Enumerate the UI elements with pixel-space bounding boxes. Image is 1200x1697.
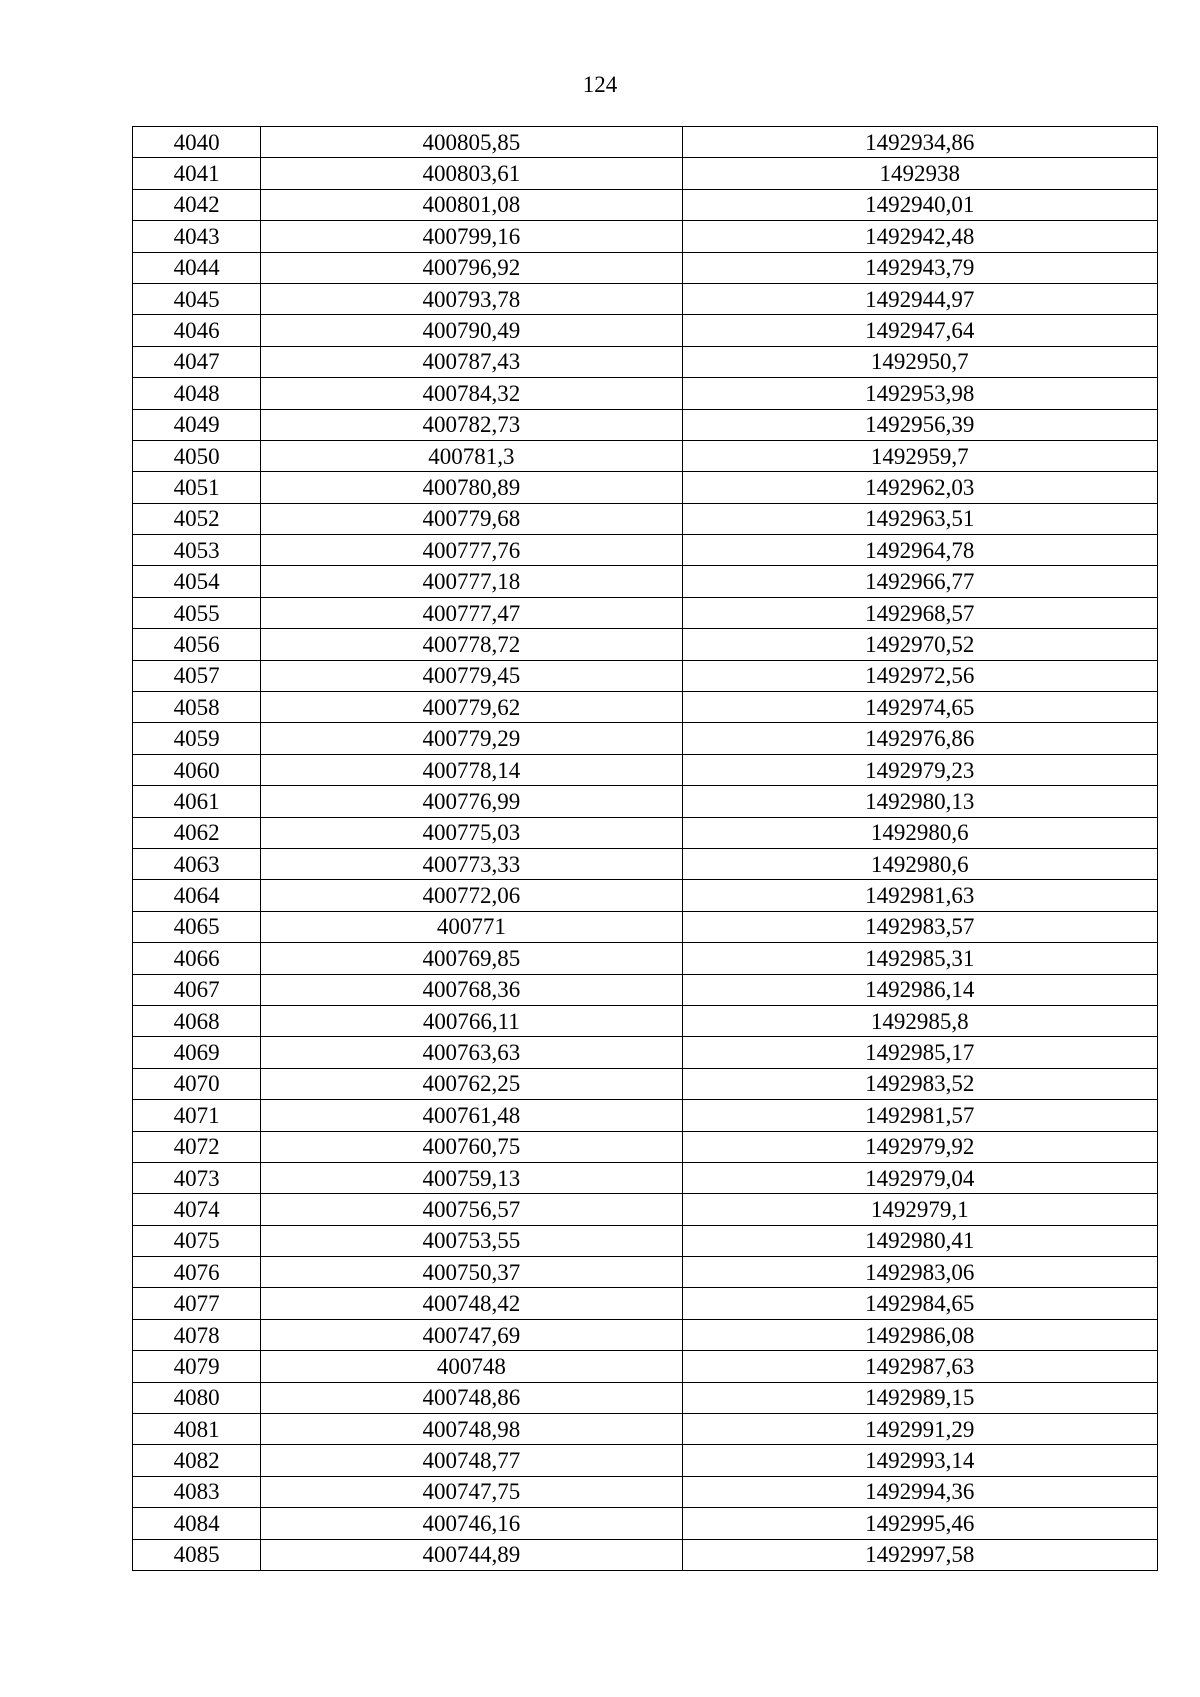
y-coordinate-cell: 1492980,6 <box>682 817 1157 848</box>
table-body <box>133 127 1158 1571</box>
x-coordinate-cell: 400805,85 <box>261 127 682 158</box>
x-coordinate-cell: 400748,42 <box>261 1288 682 1319</box>
point-number-cell: 4061 <box>133 786 261 817</box>
x-coordinate-cell: 400779,68 <box>261 503 682 534</box>
table-row <box>133 911 1158 942</box>
y-coordinate-cell: 1492986,14 <box>682 974 1157 1005</box>
x-coordinate-cell: 400803,61 <box>261 158 682 189</box>
point-number-cell: 4046 <box>133 315 261 346</box>
y-coordinate-cell: 1492947,64 <box>682 315 1157 346</box>
table-row <box>133 221 1158 252</box>
x-coordinate-cell: 400778,14 <box>261 754 682 785</box>
table-row <box>133 283 1158 314</box>
y-coordinate-cell: 1492953,98 <box>682 378 1157 409</box>
x-coordinate-cell: 400747,69 <box>261 1319 682 1350</box>
coordinates-table <box>132 126 1158 1571</box>
point-number-cell: 4055 <box>133 597 261 628</box>
table-row <box>133 1005 1158 1036</box>
y-coordinate-cell: 1492985,17 <box>682 1037 1157 1068</box>
table-row <box>133 1476 1158 1507</box>
point-number-cell: 4043 <box>133 221 261 252</box>
y-coordinate-cell: 1492981,57 <box>682 1100 1157 1131</box>
point-number-cell: 4078 <box>133 1319 261 1350</box>
point-number-cell: 4071 <box>133 1100 261 1131</box>
x-coordinate-cell: 400766,11 <box>261 1005 682 1036</box>
table-row <box>133 848 1158 879</box>
table-row <box>133 1414 1158 1445</box>
x-coordinate-cell: 400756,57 <box>261 1194 682 1225</box>
y-coordinate-cell: 1492993,14 <box>682 1445 1157 1476</box>
y-coordinate-cell: 1492966,77 <box>682 566 1157 597</box>
y-coordinate-cell: 1492934,86 <box>682 127 1157 158</box>
y-coordinate-cell: 1492995,46 <box>682 1508 1157 1539</box>
point-number-cell: 4057 <box>133 660 261 691</box>
point-number-cell: 4042 <box>133 189 261 220</box>
y-coordinate-cell: 1492942,48 <box>682 221 1157 252</box>
point-number-cell: 4081 <box>133 1414 261 1445</box>
y-coordinate-cell: 1492979,1 <box>682 1194 1157 1225</box>
point-number-cell: 4041 <box>133 158 261 189</box>
table-row <box>133 503 1158 534</box>
point-number-cell: 4053 <box>133 535 261 566</box>
y-coordinate-cell: 1492980,6 <box>682 848 1157 879</box>
y-coordinate-cell: 1492950,7 <box>682 346 1157 377</box>
point-number-cell: 4049 <box>133 409 261 440</box>
table-row <box>133 158 1158 189</box>
point-number-cell: 4069 <box>133 1037 261 1068</box>
point-number-cell: 4077 <box>133 1288 261 1319</box>
x-coordinate-cell: 400784,32 <box>261 378 682 409</box>
y-coordinate-cell: 1492959,7 <box>682 440 1157 471</box>
point-number-cell: 4044 <box>133 252 261 283</box>
x-coordinate-cell: 400776,99 <box>261 786 682 817</box>
y-coordinate-cell: 1492983,57 <box>682 911 1157 942</box>
y-coordinate-cell: 1492979,92 <box>682 1131 1157 1162</box>
x-coordinate-cell: 400763,63 <box>261 1037 682 1068</box>
x-coordinate-cell: 400753,55 <box>261 1225 682 1256</box>
x-coordinate-cell: 400787,43 <box>261 346 682 377</box>
point-number-cell: 4065 <box>133 911 261 942</box>
y-coordinate-cell: 1492976,86 <box>682 723 1157 754</box>
table-row <box>133 127 1158 158</box>
table-row <box>133 974 1158 1005</box>
table-row <box>133 189 1158 220</box>
table-row <box>133 723 1158 754</box>
x-coordinate-cell: 400748,77 <box>261 1445 682 1476</box>
y-coordinate-cell: 1492991,29 <box>682 1414 1157 1445</box>
x-coordinate-cell: 400769,85 <box>261 943 682 974</box>
table-row <box>133 754 1158 785</box>
x-coordinate-cell: 400801,08 <box>261 189 682 220</box>
point-number-cell: 4063 <box>133 848 261 879</box>
point-number-cell: 4068 <box>133 1005 261 1036</box>
table-row <box>133 1162 1158 1193</box>
point-number-cell: 4072 <box>133 1131 261 1162</box>
y-coordinate-cell: 1492985,8 <box>682 1005 1157 1036</box>
x-coordinate-cell: 400779,62 <box>261 692 682 723</box>
y-coordinate-cell: 1492972,56 <box>682 660 1157 691</box>
y-coordinate-cell: 1492963,51 <box>682 503 1157 534</box>
point-number-cell: 4070 <box>133 1068 261 1099</box>
x-coordinate-cell: 400790,49 <box>261 315 682 346</box>
y-coordinate-cell: 1492989,15 <box>682 1382 1157 1413</box>
y-coordinate-cell: 1492980,13 <box>682 786 1157 817</box>
x-coordinate-cell: 400775,03 <box>261 817 682 848</box>
x-coordinate-cell: 400761,48 <box>261 1100 682 1131</box>
point-number-cell: 4084 <box>133 1508 261 1539</box>
point-number-cell: 4052 <box>133 503 261 534</box>
x-coordinate-cell: 400747,75 <box>261 1476 682 1507</box>
point-number-cell: 4083 <box>133 1476 261 1507</box>
point-number-cell: 4066 <box>133 943 261 974</box>
x-coordinate-cell: 400782,73 <box>261 409 682 440</box>
x-coordinate-cell: 400773,33 <box>261 848 682 879</box>
point-number-cell: 4076 <box>133 1257 261 1288</box>
x-coordinate-cell: 400772,06 <box>261 880 682 911</box>
x-coordinate-cell: 400799,16 <box>261 221 682 252</box>
y-coordinate-cell: 1492983,52 <box>682 1068 1157 1099</box>
y-coordinate-cell: 1492979,23 <box>682 754 1157 785</box>
point-number-cell: 4074 <box>133 1194 261 1225</box>
point-number-cell: 4085 <box>133 1539 261 1570</box>
x-coordinate-cell: 400793,78 <box>261 283 682 314</box>
x-coordinate-cell: 400750,37 <box>261 1257 682 1288</box>
table-row <box>133 1508 1158 1539</box>
table-row <box>133 660 1158 691</box>
x-coordinate-cell: 400771 <box>261 911 682 942</box>
point-number-cell: 4080 <box>133 1382 261 1413</box>
y-coordinate-cell: 1492940,01 <box>682 189 1157 220</box>
y-coordinate-cell: 1492994,36 <box>682 1476 1157 1507</box>
table-row <box>133 1257 1158 1288</box>
table-row <box>133 346 1158 377</box>
table-row <box>133 440 1158 471</box>
point-number-cell: 4064 <box>133 880 261 911</box>
x-coordinate-cell: 400781,3 <box>261 440 682 471</box>
y-coordinate-cell: 1492997,58 <box>682 1539 1157 1570</box>
y-coordinate-cell: 1492983,06 <box>682 1257 1157 1288</box>
y-coordinate-cell: 1492986,08 <box>682 1319 1157 1350</box>
table-row <box>133 629 1158 660</box>
point-number-cell: 4079 <box>133 1351 261 1382</box>
point-number-cell: 4045 <box>133 283 261 314</box>
point-number-cell: 4050 <box>133 440 261 471</box>
x-coordinate-cell: 400777,47 <box>261 597 682 628</box>
point-number-cell: 4040 <box>133 127 261 158</box>
point-number-cell: 4075 <box>133 1225 261 1256</box>
y-coordinate-cell: 1492979,04 <box>682 1162 1157 1193</box>
y-coordinate-cell: 1492938 <box>682 158 1157 189</box>
table-row <box>133 597 1158 628</box>
table-row <box>133 1539 1158 1570</box>
table-row <box>133 1351 1158 1382</box>
table-row <box>133 566 1158 597</box>
y-coordinate-cell: 1492943,79 <box>682 252 1157 283</box>
y-coordinate-cell: 1492944,97 <box>682 283 1157 314</box>
table-row <box>133 472 1158 503</box>
point-number-cell: 4073 <box>133 1162 261 1193</box>
x-coordinate-cell: 400777,76 <box>261 535 682 566</box>
y-coordinate-cell: 1492985,31 <box>682 943 1157 974</box>
table-row <box>133 1194 1158 1225</box>
y-coordinate-cell: 1492981,63 <box>682 880 1157 911</box>
table-row <box>133 943 1158 974</box>
x-coordinate-cell: 400759,13 <box>261 1162 682 1193</box>
table-row <box>133 535 1158 566</box>
table-row <box>133 1100 1158 1131</box>
y-coordinate-cell: 1492974,65 <box>682 692 1157 723</box>
point-number-cell: 4048 <box>133 378 261 409</box>
table-row <box>133 1131 1158 1162</box>
point-number-cell: 4059 <box>133 723 261 754</box>
point-number-cell: 4054 <box>133 566 261 597</box>
y-coordinate-cell: 1492980,41 <box>682 1225 1157 1256</box>
y-coordinate-cell: 1492968,57 <box>682 597 1157 628</box>
point-number-cell: 4051 <box>133 472 261 503</box>
x-coordinate-cell: 400777,18 <box>261 566 682 597</box>
point-number-cell: 4082 <box>133 1445 261 1476</box>
table-row <box>133 252 1158 283</box>
x-coordinate-cell: 400780,89 <box>261 472 682 503</box>
point-number-cell: 4047 <box>133 346 261 377</box>
table-row <box>133 1445 1158 1476</box>
x-coordinate-cell: 400779,29 <box>261 723 682 754</box>
table-row <box>133 1037 1158 1068</box>
y-coordinate-cell: 1492962,03 <box>682 472 1157 503</box>
x-coordinate-cell: 400748,98 <box>261 1414 682 1445</box>
y-coordinate-cell: 1492984,65 <box>682 1288 1157 1319</box>
table-row <box>133 786 1158 817</box>
page-number: 124 <box>582 72 618 97</box>
table-row <box>133 315 1158 346</box>
table-row <box>133 409 1158 440</box>
x-coordinate-cell: 400796,92 <box>261 252 682 283</box>
x-coordinate-cell: 400746,16 <box>261 1508 682 1539</box>
point-number-cell: 4056 <box>133 629 261 660</box>
table-row <box>133 817 1158 848</box>
table-row <box>133 1288 1158 1319</box>
point-number-cell: 4062 <box>133 817 261 848</box>
table-row <box>133 880 1158 911</box>
x-coordinate-cell: 400748 <box>261 1351 682 1382</box>
x-coordinate-cell: 400760,75 <box>261 1131 682 1162</box>
x-coordinate-cell: 400768,36 <box>261 974 682 1005</box>
y-coordinate-cell: 1492956,39 <box>682 409 1157 440</box>
x-coordinate-cell: 400748,86 <box>261 1382 682 1413</box>
table-row <box>133 1225 1158 1256</box>
point-number-cell: 4067 <box>133 974 261 1005</box>
table-row <box>133 1068 1158 1099</box>
y-coordinate-cell: 1492964,78 <box>682 535 1157 566</box>
table-row <box>133 1319 1158 1350</box>
point-number-cell: 4060 <box>133 754 261 785</box>
table-row <box>133 378 1158 409</box>
x-coordinate-cell: 400744,89 <box>261 1539 682 1570</box>
x-coordinate-cell: 400779,45 <box>261 660 682 691</box>
point-number-cell: 4058 <box>133 692 261 723</box>
x-coordinate-cell: 400778,72 <box>261 629 682 660</box>
y-coordinate-cell: 1492987,63 <box>682 1351 1157 1382</box>
table-row <box>133 692 1158 723</box>
x-coordinate-cell: 400762,25 <box>261 1068 682 1099</box>
table-row <box>133 1382 1158 1413</box>
y-coordinate-cell: 1492970,52 <box>682 629 1157 660</box>
